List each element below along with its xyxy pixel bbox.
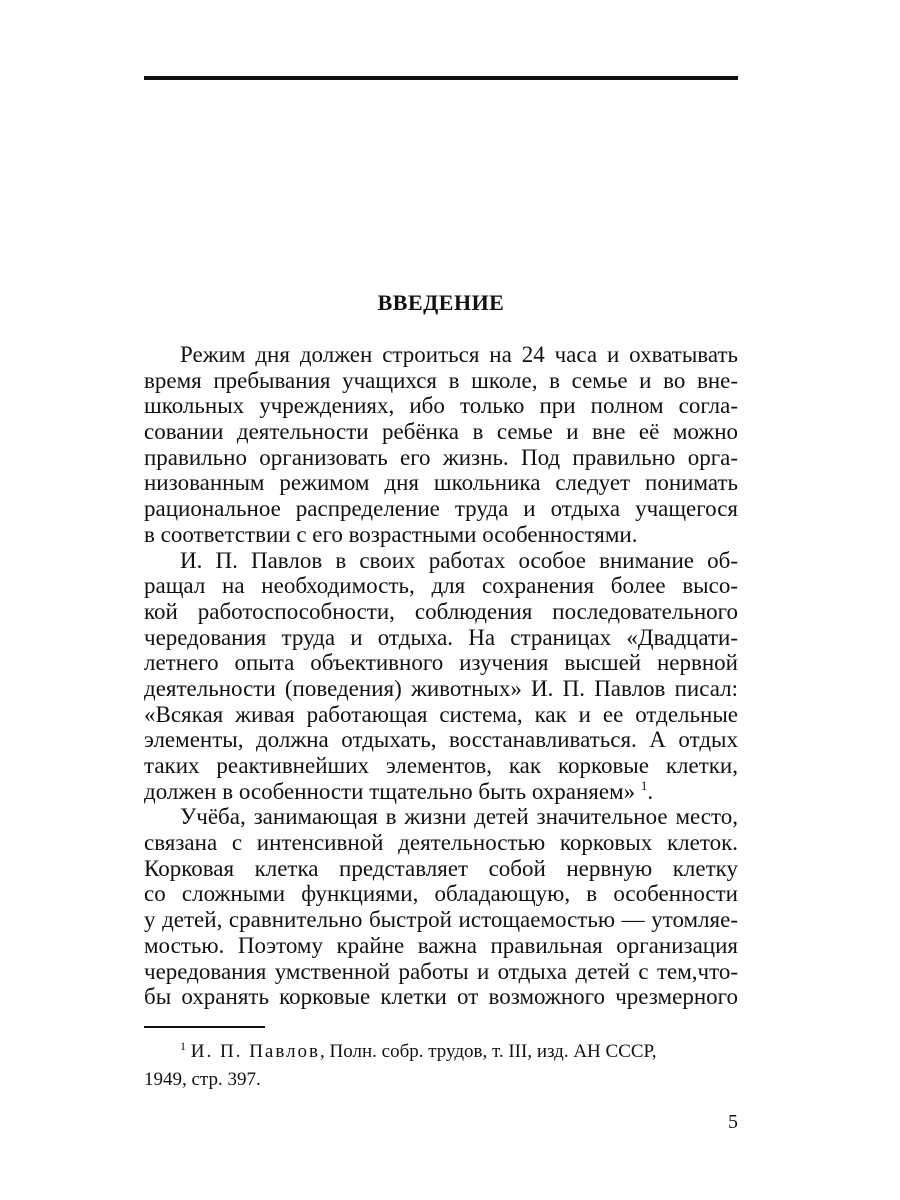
- text-line: правильно организовать его жизнь. Под правильно орга-: [144, 444, 738, 470]
- paragraph-2: [144, 548, 738, 805]
- text-line: совании деятельности ребёнка в семье и вне её можно: [144, 419, 738, 445]
- text-line: таких реактивнейших элементов, как корковые клетки,: [144, 753, 738, 778]
- page-number: 5: [728, 1111, 738, 1133]
- footnote-citation: , Полн. собр. трудов, т. III, изд. АН СССР,: [320, 1041, 657, 1062]
- page-title: ВВЕДЕНИЕ: [377, 290, 505, 315]
- footnote-reference: 1: [640, 777, 648, 793]
- footnote-line: 1949, стр. 397.: [144, 1069, 261, 1090]
- body-text: [144, 342, 738, 1010]
- footnote-marker: 1: [180, 1039, 186, 1053]
- text-line: бы охранять корковые клетки от возможного чрезмерного: [144, 984, 738, 1010]
- paragraph-1: [144, 342, 738, 548]
- text-line: «Всякая живая работающая система, как и ее отдельные: [144, 701, 738, 727]
- text-line: кой работоспособности, соблюдения последовательного: [144, 598, 738, 624]
- text-line-content: должен в особенности тщательно быть охраняем»: [144, 778, 636, 804]
- text-line: Корковая клетка представляет собой нервную клетку: [144, 855, 738, 881]
- text-line: Режим дня должен строиться на 24 часа и охватывать: [180, 342, 738, 367]
- text-line: у детей, сравнительно быстрой истощаемостью — утомляе-: [144, 907, 738, 933]
- text-line: со сложными функциями, обладающую, в особенности: [144, 881, 738, 907]
- text-line: ращал на необходимость, для сохранения более высо-: [144, 573, 738, 599]
- footnote-line: [144, 1038, 738, 1066]
- text-line: элементы, должна отдыхать, восстанавливаться. А отдых: [144, 727, 738, 753]
- footnote: [144, 1038, 738, 1094]
- text-line: деятельности (поведения) животных» И. П. Павлов писал:: [144, 675, 738, 701]
- text-line: в соответствии с его возрастными особенностями.: [144, 521, 638, 547]
- top-rule: [144, 76, 738, 80]
- text-line: чередования труда и отдыха. На страницах «Двадцати-: [144, 624, 738, 650]
- paragraph-3: [144, 804, 738, 1010]
- text-line: рациональное распределение труда и отдыха учащегося: [144, 496, 738, 522]
- text-line: чередования умственной работы и отдыха детей с тем,что-: [144, 958, 738, 984]
- footnote-author: И. П. Павлов: [190, 1041, 321, 1062]
- text-line: мостью. Поэтому крайне важна правильная организация: [144, 932, 738, 958]
- text-line: Учёба, занимающая в жизни детей значительное место,: [180, 804, 738, 830]
- text-line: связана с интенсивной деятельностью корковых клеток.: [144, 830, 738, 856]
- text-line: летнего опыта объективного изучения высшей нервной: [144, 650, 738, 676]
- text-line-with-footnote: должен в особенности тщательно быть охраняем» $^1$.: [144, 777, 654, 804]
- text-line: низованным режимом дня школьника следует понимать: [144, 470, 738, 496]
- text-line: школьных учреждениях, ибо только при полном согла-: [144, 393, 738, 419]
- footnote-separator: [144, 1026, 265, 1028]
- text-line: И. П. Павлов в своих работах особое внимание об-: [180, 547, 738, 573]
- text-line: время пребывания учащихся в школе, в семье и во вне-: [144, 367, 738, 393]
